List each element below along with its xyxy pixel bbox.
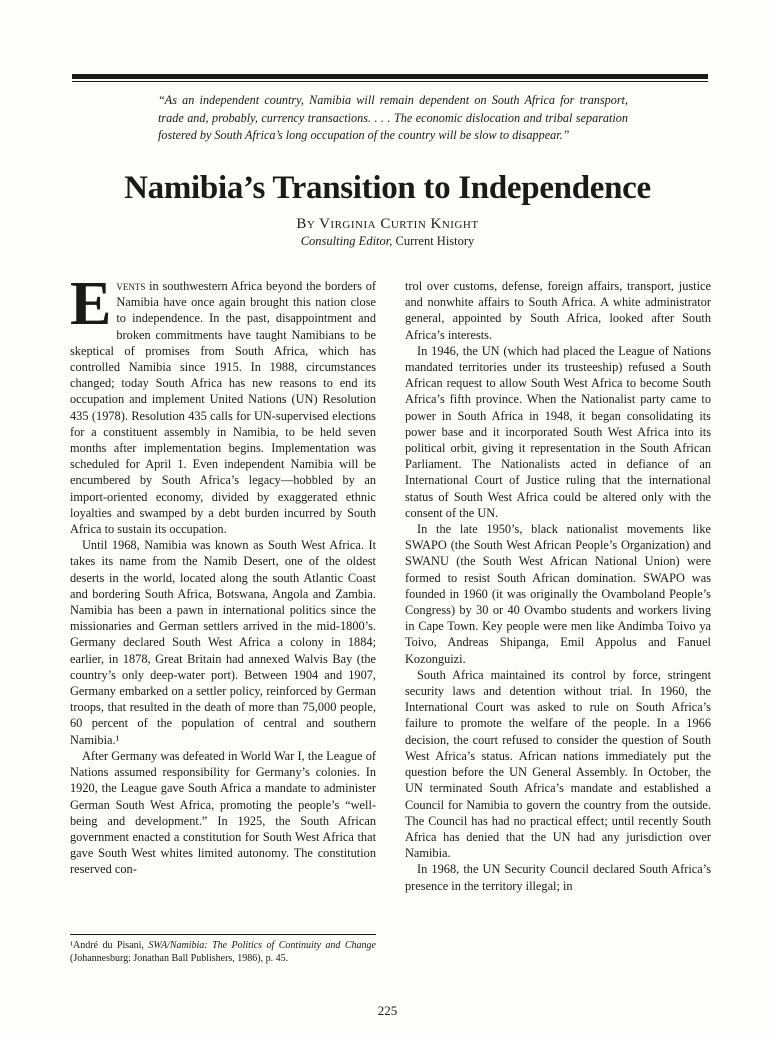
footnote-marker: ¹	[70, 940, 73, 951]
right-column	[405, 278, 711, 894]
paragraph: In 1946, the UN (which had placed the League of Nations mandated territories under its trusteeship) refused a South African request to allow South West Africa to become South Africa’s fifth province. When the Nationalist party came to power in South Africa in 1948, it began consolidating its power base and it incorporated South West Africa into its political orbit, giving it representation in the South African Parliament. The Nationalists acted in defiance of an International Court of Justice ruling that the international status of South West Africa could be altered only with the consent of the UN.	[405, 343, 711, 520]
author-name: Virginia Curtin Knight	[319, 216, 479, 232]
paragraph: After Germany was defeated in World War I, the League of Nations assumed responsibility for Germany’s colonies. In 1920, the League gave South Africa a mandate to administer German South West Africa, promoting the people’s “well-being and development.” In 1925, the South African government enacted a constitution for South West Africa that gave South West whites limited autonomy. The constitution reserved con-	[70, 748, 376, 877]
left-column	[70, 270, 376, 878]
article-title: Namibia’s Transition to Independence	[124, 170, 651, 206]
publication-name: Current History	[395, 234, 475, 248]
footnote-work-title: SWA/Namibia: The Politics of Continuity and Change	[148, 940, 376, 951]
paragraph	[70, 270, 376, 537]
paragraph-text: in southwestern Africa beyond the borders of Namibia have once again brought this nation close to independence. In the past, disappointment and broken commitments have taught Namibians to be skeptical of promises from South Africa, which has controlled Namibia since 1915. In 1988, circumstances changed; today South Africa has new reasons to end its occupation and implement United Nations (UN) Resolution 435 (1978). Resolution 435 calls for UN-supervised elections for a constituent assembly in Namibia, to be held seven months after implementation begins. Implementation was scheduled for April 1. Even independent Namibia will be encumbered by South Africa’s legacy—hobbled by an import-oriented economy, divided by exaggerated ethnic loyalties and swamped by a debt burden incurred by South Africa to sustain its occupation.	[70, 279, 376, 537]
byline	[0, 216, 775, 233]
page-number: 225	[377, 1003, 398, 1018]
drop-cap: E	[70, 270, 112, 338]
author-affiliation	[0, 234, 775, 249]
lead-in: vents	[116, 279, 146, 293]
paragraph: Until 1968, Namibia was known as South West Africa. It takes its name from the Namib Desert, one of the oldest deserts in the world, located along the south Atlantic Coast and bordering South Africa, Botswana, Angola and Zambia. Namibia has been a pawn in international politics since the missionaries and German settlers arrived in the mid-1800’s. Germany declared South West Africa a colony in 1884; earlier, in 1878, Great Britain had annexed Walvis Bay (the country’s only deep-water port). Between 1904 and 1907, Germany embarked on a settler policy, reinforced by German troops, that resulted in the death of more than 75,000 people, 60 percent of the population of central and southern Namibia.¹	[70, 538, 376, 747]
footnote-publisher: (Johannesburg: Jonathan Ball Publishers, 1986), p. 45.	[70, 953, 289, 964]
byline-prefix: By	[296, 216, 316, 232]
footnote-rule	[70, 934, 376, 935]
paragraph: In 1968, the UN Security Council declared South Africa’s presence in the territory illegal; in	[405, 862, 711, 893]
footnote-author: André du Pisani,	[73, 940, 144, 951]
paragraph: South Africa maintained its control by force, stringent security laws and detention without trial. In 1960, the International Court was asked to rule on South Africa’s failure to promote the welfare of the people. In a 1966 decision, the court refused to consider the question of South West Africa’s status. African nations immediately put the question before the UN General Assembly. In October, the UN terminated South Africa’s mandate and established a Council for Namibia to govern the country from the outside. The Council has had no practical effect; until recently South Africa has denied that the UN had any jurisdiction over Namibia.	[405, 667, 711, 861]
epigraph-quote: “As an independent country, Namibia will remain dependent on South Africa for transport, trade and, probably, currency transactions. . . . The economic dislocation and tribal separation fostered by South Africa’s long occupation of the country will be slow to disappear.”	[158, 93, 628, 142]
paragraph: trol over customs, defense, foreign affairs, transport, justice and nonwhite affairs to South Africa. A white administrator general, appointed by South Africa, looked after South Africa’s interests.	[405, 279, 711, 342]
top-rule-thin	[72, 81, 708, 82]
author-role: Consulting Editor,	[300, 234, 393, 248]
top-rule-thick	[72, 74, 708, 79]
paragraph: In the late 1950’s, black nationalist movements like SWAPO (the South West African People’s Organization) and SWANU (the South West African National Union) were formed to resist South African domination. SWAPO was founded in 1960 (it was originally the Ovamboland People’s Congress) by 30 or 40 Ovambo students and workers living in Cape Town. Key people were men like Andimba Toivo ya Toivo, Andreas Shipanga, Emil Appolus and Fanuel Kozonguizi.	[405, 522, 711, 666]
footnote	[70, 939, 376, 965]
